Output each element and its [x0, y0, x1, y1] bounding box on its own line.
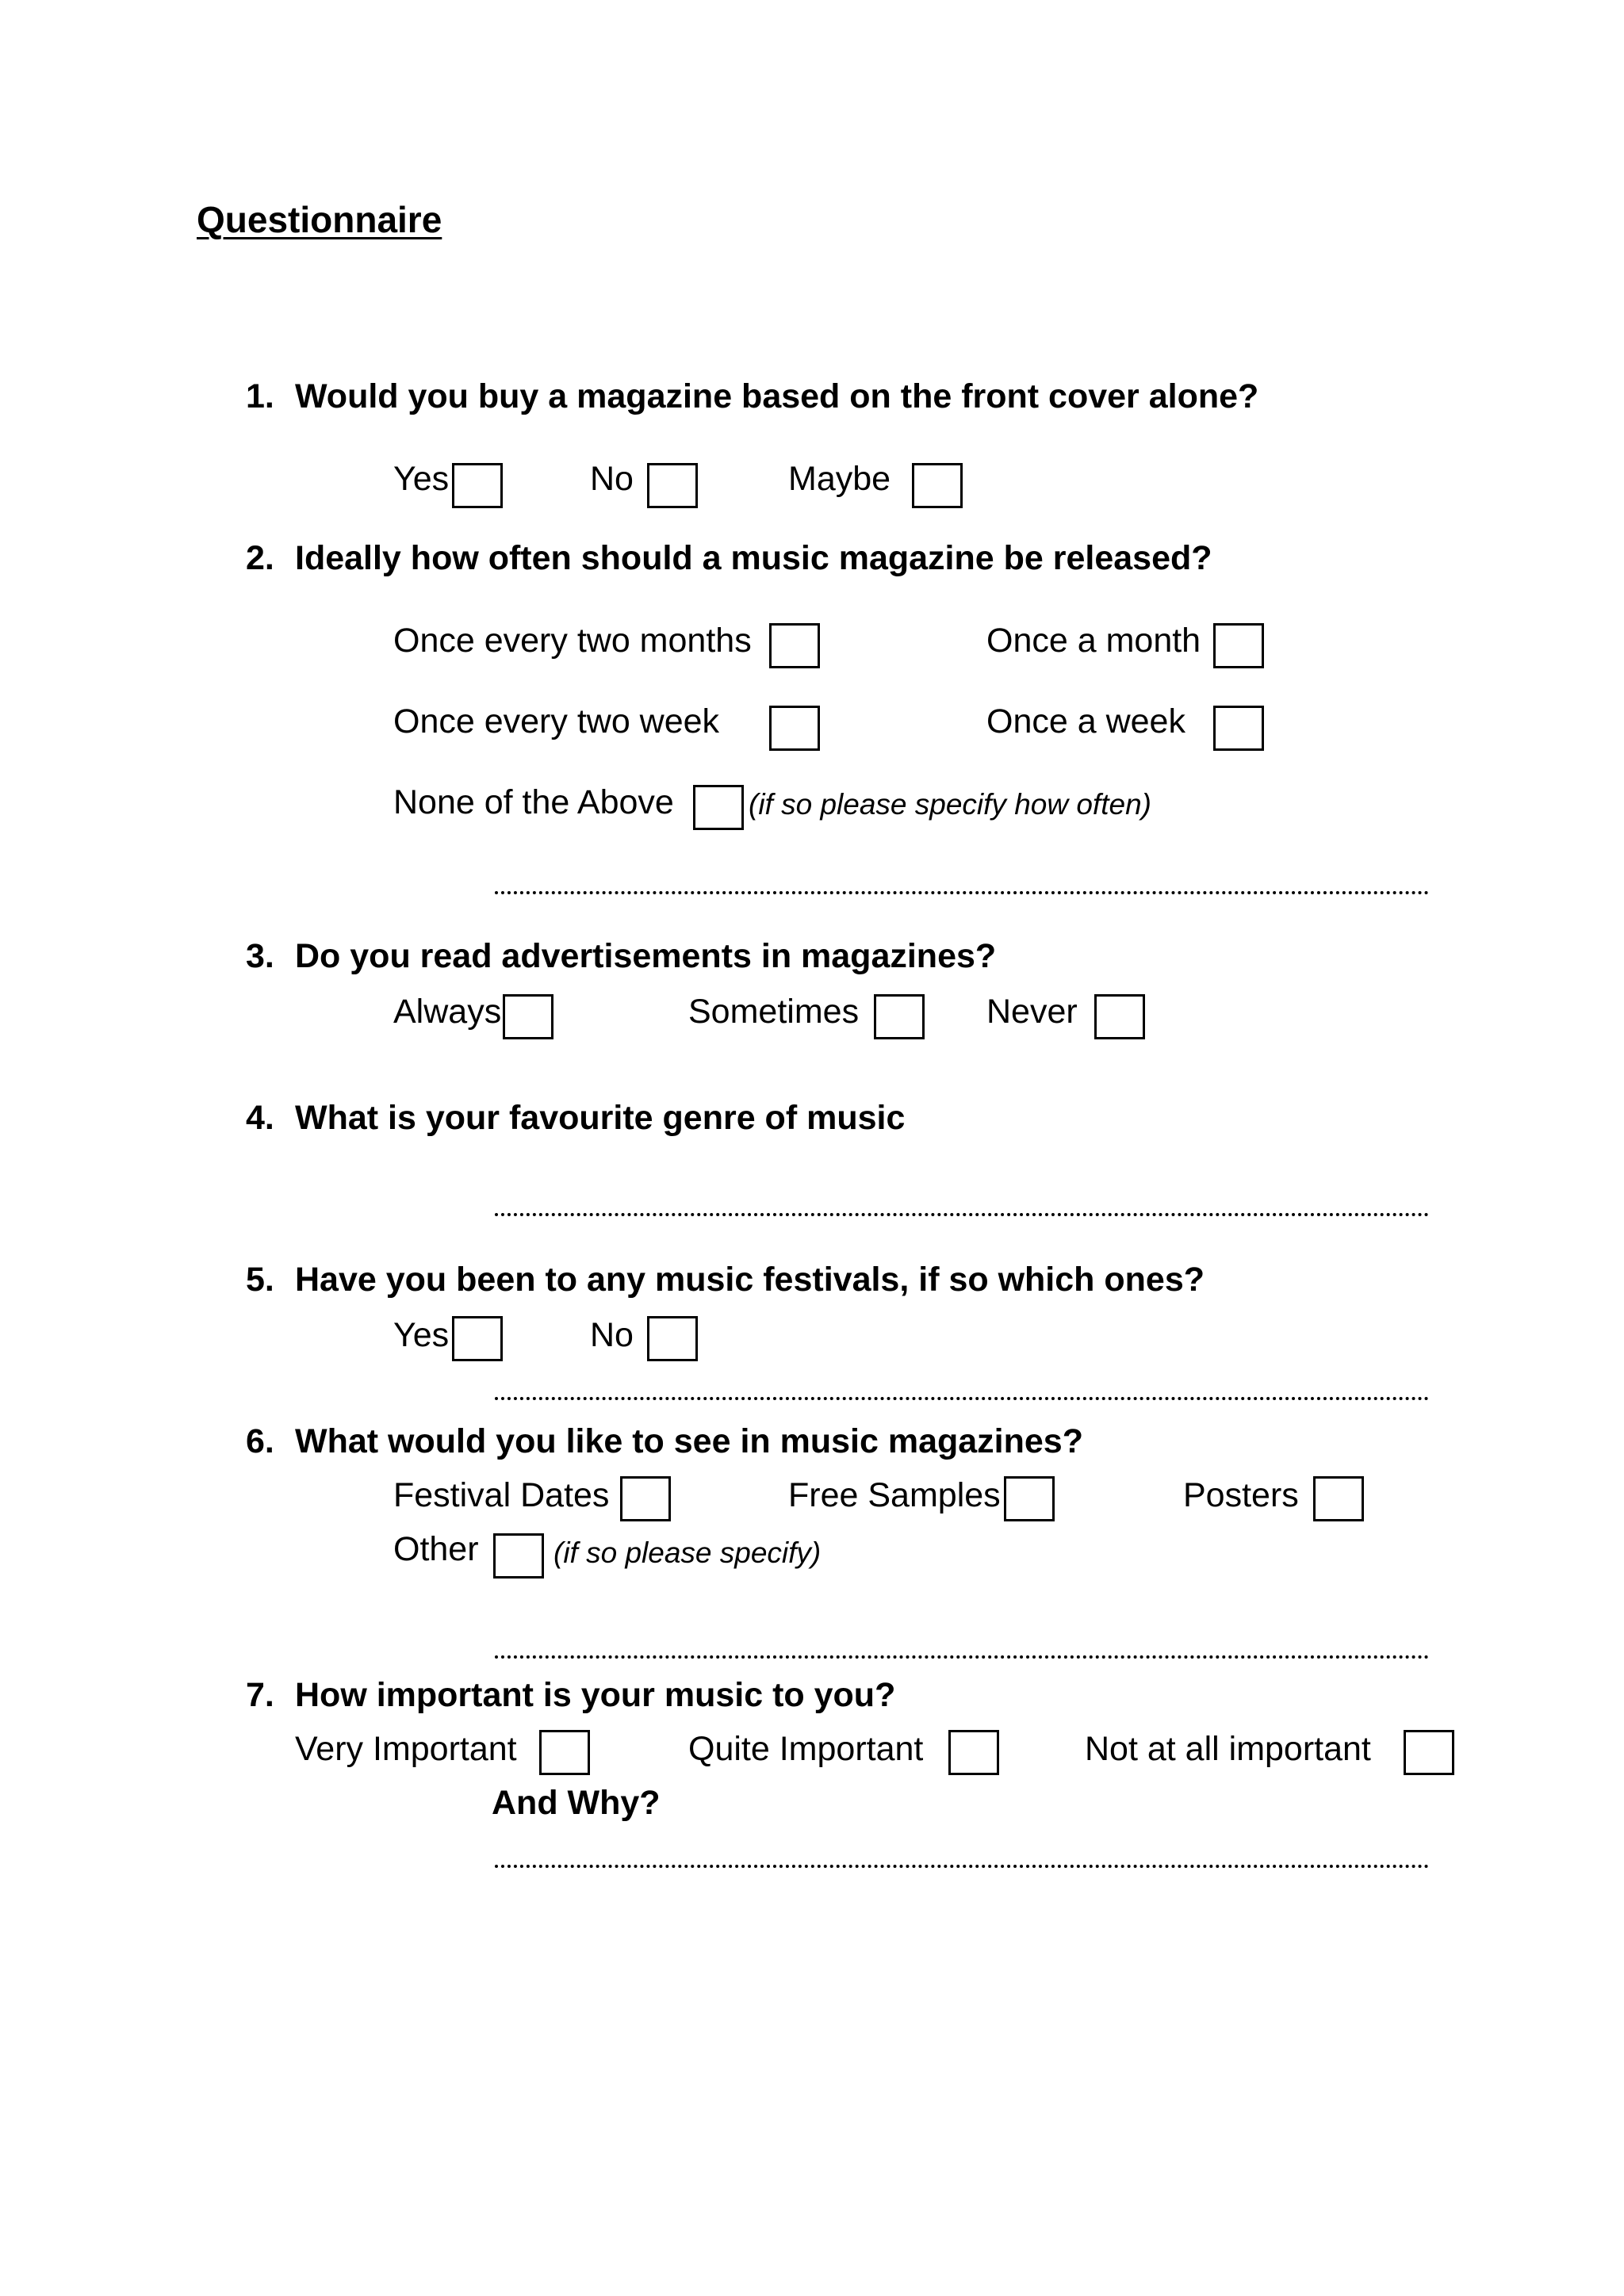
option-label-yes: Yes: [393, 1316, 450, 1354]
question-number: 6.: [246, 1422, 274, 1460]
checkbox-quite-important[interactable]: [948, 1730, 999, 1775]
checkbox-yes[interactable]: [452, 1316, 503, 1361]
checkbox-not-at-all-important[interactable]: [1404, 1730, 1454, 1775]
checkbox-once-a-month[interactable]: [1213, 623, 1264, 668]
answer-line[interactable]: [495, 1865, 1429, 1868]
question-text: Have you been to any music festivals, if so which ones?: [295, 1261, 1205, 1299]
specify-note: (if so please specify how often): [749, 788, 1151, 821]
option-label-no: No: [590, 1316, 634, 1354]
followup-question: And Why?: [492, 1784, 661, 1822]
answer-line[interactable]: [495, 891, 1429, 894]
checkbox-very-important[interactable]: [539, 1730, 590, 1775]
question-text: What would you like to see in music magazines?: [295, 1422, 1083, 1460]
option-label-not-at-all-important: Not at all important: [1085, 1730, 1371, 1768]
option-label-maybe: Maybe: [788, 460, 891, 498]
checkbox-no[interactable]: [647, 463, 698, 508]
checkbox-once-every-two-week[interactable]: [769, 706, 820, 751]
option-label-once-a-week: Once a week: [986, 702, 1185, 740]
checkbox-no[interactable]: [647, 1316, 698, 1361]
question-number: 1.: [246, 377, 274, 415]
answer-line[interactable]: [495, 1655, 1429, 1659]
question-number: 4.: [246, 1099, 274, 1137]
checkbox-other[interactable]: [493, 1533, 544, 1578]
option-label-quite-important: Quite Important: [688, 1730, 924, 1768]
question-text: What is your favourite genre of music: [295, 1099, 906, 1137]
option-label-once-every-two-months: Once every two months: [393, 622, 752, 660]
checkbox-festival-dates[interactable]: [620, 1476, 671, 1521]
checkbox-yes[interactable]: [452, 463, 503, 508]
answer-line[interactable]: [495, 1397, 1429, 1400]
question-number: 5.: [246, 1261, 274, 1299]
question-number: 2.: [246, 539, 274, 577]
checkbox-free-samples[interactable]: [1004, 1476, 1055, 1521]
option-label-sometimes: Sometimes: [688, 993, 860, 1031]
question-text: Ideally how often should a music magazine be released?: [295, 539, 1212, 577]
option-label-always: Always: [393, 993, 502, 1031]
option-label-free-samples: Free Samples: [788, 1476, 1001, 1514]
option-label-never: Never: [986, 993, 1078, 1031]
checkbox-once-every-two-months[interactable]: [769, 623, 820, 668]
option-label-posters: Posters: [1183, 1476, 1299, 1514]
checkbox-never[interactable]: [1094, 994, 1145, 1039]
option-label-once-a-month: Once a month: [986, 622, 1201, 660]
question-text: How important is your music to you?: [295, 1676, 896, 1714]
checkbox-maybe[interactable]: [912, 463, 963, 508]
checkbox-sometimes[interactable]: [874, 994, 925, 1039]
checkbox-always[interactable]: [503, 994, 553, 1039]
option-label-festival-dates: Festival Dates: [393, 1476, 610, 1514]
checkbox-once-a-week[interactable]: [1213, 706, 1264, 751]
option-label-yes: Yes: [393, 460, 450, 498]
option-label-very-important: Very Important: [295, 1730, 517, 1768]
specify-note: (if so please specify): [553, 1536, 822, 1569]
checkbox-none-of-the-above[interactable]: [693, 785, 744, 830]
question-number: 7.: [246, 1676, 274, 1714]
option-label-none-of-the-above: None of the Above: [393, 783, 674, 821]
question-number: 3.: [246, 937, 274, 975]
answer-line[interactable]: [495, 1213, 1429, 1216]
question-text: Would you buy a magazine based on the front cover alone?: [295, 377, 1259, 415]
option-label-no: No: [590, 460, 634, 498]
option-label-once-every-two-week: Once every two week: [393, 702, 720, 740]
page-title: Questionnaire: [197, 199, 442, 240]
option-label-other: Other: [393, 1530, 479, 1568]
question-text: Do you read advertisements in magazines?: [295, 937, 997, 975]
checkbox-posters[interactable]: [1313, 1476, 1364, 1521]
